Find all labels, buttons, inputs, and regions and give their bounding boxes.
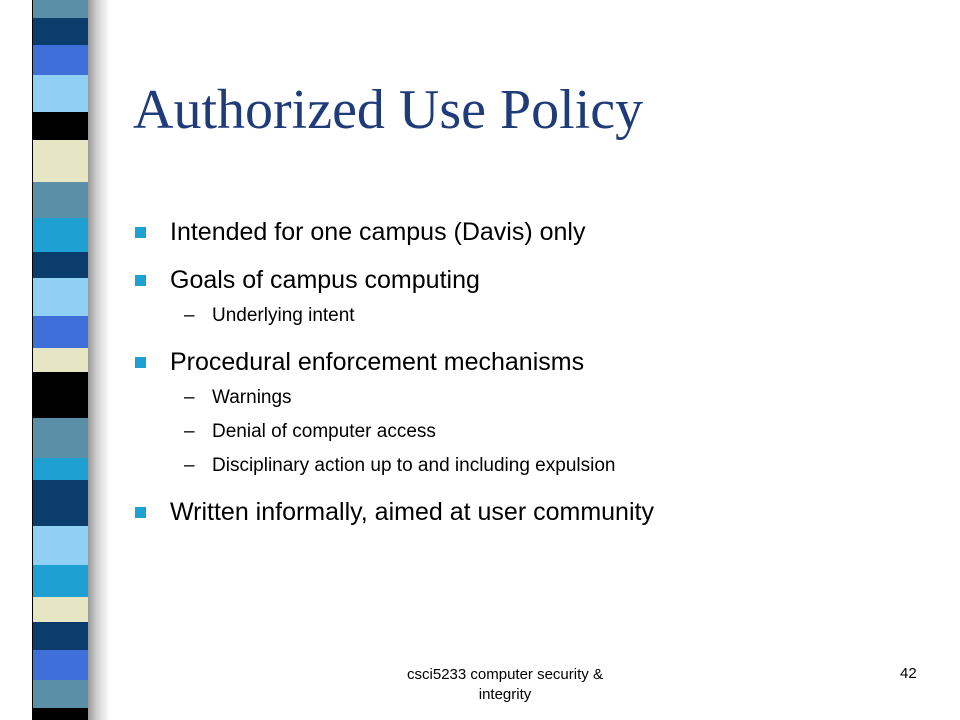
bullet-item bbox=[132, 498, 932, 526]
bullet-text: Underlying intent bbox=[212, 305, 355, 326]
dash-marker: – bbox=[184, 455, 195, 476]
stripe-segment bbox=[33, 480, 88, 526]
bullet-text: Intended for one campus (Davis) only bbox=[170, 218, 586, 246]
sub-bullet-item bbox=[132, 454, 932, 478]
stripe-segment bbox=[33, 0, 88, 18]
dash-marker: – bbox=[184, 305, 195, 326]
bullet-text: Warnings bbox=[212, 387, 292, 408]
bullet-text: Procedural enforcement mechanisms bbox=[170, 348, 585, 376]
stripe-segment bbox=[33, 418, 88, 458]
stripe-segment bbox=[33, 622, 88, 650]
dash-marker: – bbox=[184, 387, 195, 408]
slide-number: 42 bbox=[900, 665, 917, 682]
dash-marker: – bbox=[184, 421, 195, 442]
sub-bullet-item bbox=[132, 304, 932, 328]
bullet-item bbox=[132, 266, 932, 294]
stripe-segment bbox=[33, 316, 88, 348]
stripe-segment bbox=[33, 218, 88, 252]
stripe-shadow bbox=[88, 0, 110, 720]
stripe-segment bbox=[33, 182, 88, 218]
stripe-segment bbox=[33, 278, 88, 316]
stripe-segment bbox=[33, 565, 88, 597]
stripe-segment bbox=[33, 526, 88, 565]
square-bullet-icon bbox=[135, 357, 146, 368]
stripe-segment bbox=[33, 140, 88, 182]
stripe-segment bbox=[33, 252, 88, 278]
stripe-segment bbox=[33, 372, 88, 418]
bullet-text: Disciplinary action up to and including expulsion bbox=[212, 455, 616, 476]
stripe-segment bbox=[33, 45, 88, 75]
bullet-text: Written informally, aimed at user community bbox=[170, 498, 654, 526]
bullet-item bbox=[132, 348, 932, 376]
square-bullet-icon bbox=[135, 507, 146, 518]
slide-footer: csci5233 computer security & integrity bbox=[407, 666, 603, 703]
square-bullet-icon bbox=[135, 275, 146, 286]
stripe-segment bbox=[33, 458, 88, 480]
square-bullet-icon bbox=[135, 227, 146, 238]
stripe-segment bbox=[33, 708, 88, 720]
stripe-segment bbox=[33, 112, 88, 140]
bullet-text: Denial of computer access bbox=[212, 421, 436, 442]
stripe-segment bbox=[33, 75, 88, 112]
decorative-stripe bbox=[32, 0, 89, 720]
stripe-segment bbox=[33, 348, 88, 372]
sub-bullet-item bbox=[132, 420, 932, 444]
sub-bullet-item bbox=[132, 386, 932, 410]
stripe-segment bbox=[33, 650, 88, 680]
slide-title: Authorized Use Policy bbox=[133, 79, 644, 141]
stripe-segment bbox=[33, 680, 88, 708]
bullet-list bbox=[132, 218, 932, 526]
bullet-text: Goals of campus computing bbox=[170, 266, 480, 294]
bullet-item bbox=[132, 218, 932, 246]
stripe-segment bbox=[33, 18, 88, 45]
stripe-segment bbox=[33, 597, 88, 622]
